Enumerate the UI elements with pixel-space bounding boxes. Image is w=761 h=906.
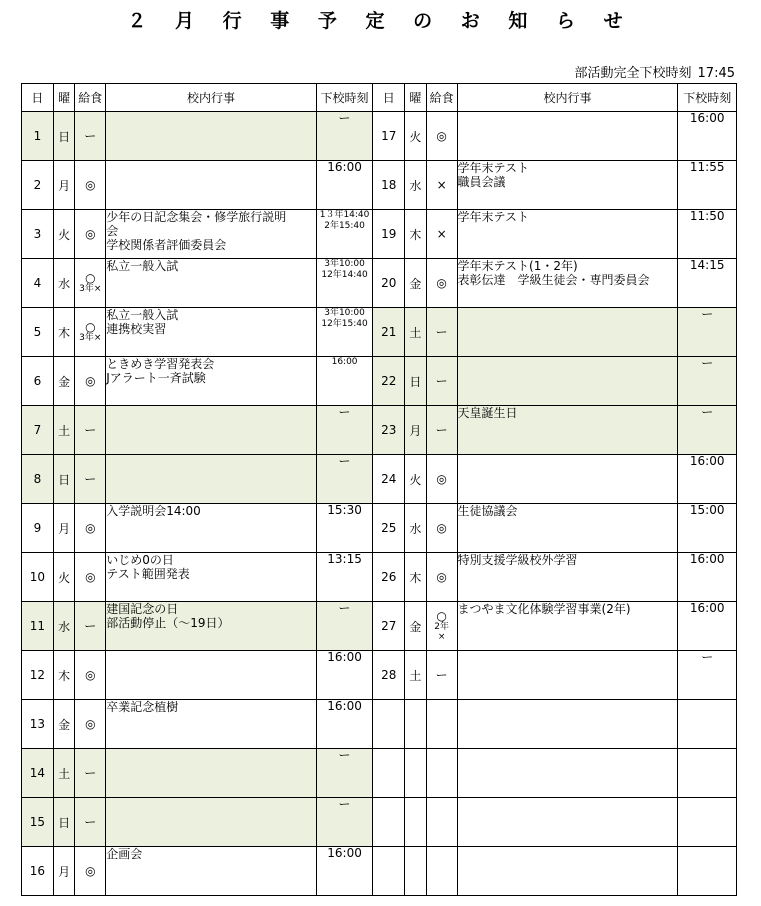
day-number: 1 <box>22 112 54 161</box>
header-lunch: 給食 <box>75 84 106 112</box>
weekday: 木 <box>405 553 427 602</box>
dismissal-cell <box>316 749 373 798</box>
lunch-note: 3年× <box>79 284 102 294</box>
day-number: 18 <box>373 161 405 210</box>
lunch-status <box>75 357 106 406</box>
dismissal-time-text: 16:00 <box>689 454 725 468</box>
events-cell <box>457 161 678 210</box>
weekday: 木 <box>405 210 427 259</box>
events-cell <box>106 259 317 308</box>
lunch-mark: ◎ <box>85 227 96 241</box>
event-text: 私立一般入試 <box>106 308 179 322</box>
dismissal-time-text: ー <box>338 454 351 468</box>
lunch-status <box>426 259 457 308</box>
dismissal-time-text: ー <box>338 797 351 811</box>
events-cell <box>106 504 317 553</box>
dismissal-cell <box>678 455 737 504</box>
lunch-mark: ○ <box>85 271 96 285</box>
weekday: 日 <box>405 357 427 406</box>
lunch-mark: ◎ <box>436 276 447 290</box>
lunch-mark: ◎ <box>85 178 96 192</box>
weekday: 火 <box>405 112 427 161</box>
calendar-row <box>22 749 737 798</box>
weekday: 日 <box>53 112 75 161</box>
lunch-mark: ー <box>84 472 97 486</box>
lunch-status <box>426 308 457 357</box>
weekday: 水 <box>405 161 427 210</box>
weekday: 日 <box>53 798 75 847</box>
dismissal-time: 17:45 <box>697 66 735 81</box>
event-text: まつやま文化体験学習事業(2年) <box>457 602 631 616</box>
empty-cell <box>405 847 427 896</box>
events-cell <box>457 357 678 406</box>
weekday: 月 <box>405 406 427 455</box>
dismissal-cell <box>678 406 737 455</box>
dismissal-cell <box>316 308 373 357</box>
day-number: 19 <box>373 210 405 259</box>
dismissal-cell <box>678 259 737 308</box>
lunch-mark: ー <box>435 374 448 388</box>
event-text: 少年の日記念集会・修学旅行説明 <box>106 210 287 224</box>
empty-cell <box>457 798 678 847</box>
events-cell <box>457 406 678 455</box>
empty-cell <box>678 749 737 798</box>
lunch-mark: ◎ <box>85 521 96 535</box>
header-events: 校内行事 <box>106 84 317 112</box>
event-text: 表彰伝達 学級生徒会・専門委員会 <box>457 273 650 287</box>
weekday: 木 <box>53 651 75 700</box>
dismissal-cell <box>316 357 373 406</box>
weekday: 水 <box>405 504 427 553</box>
day-number: 23 <box>373 406 405 455</box>
weekday: 月 <box>53 161 75 210</box>
events-cell <box>106 651 317 700</box>
events-cell <box>106 602 317 651</box>
lunch-mark: ◎ <box>85 374 96 388</box>
calendar-row <box>22 700 737 749</box>
dismissal-time-text: ー <box>338 111 351 125</box>
dismissal-time-text: 16:00 <box>331 357 358 367</box>
lunch-status <box>75 553 106 602</box>
event-text: 会 <box>106 224 119 238</box>
events-cell <box>106 455 317 504</box>
header-row <box>22 84 737 112</box>
day-number: 21 <box>373 308 405 357</box>
weekday: 日 <box>53 455 75 504</box>
lunch-mark: ー <box>435 325 448 339</box>
weekday: 火 <box>53 553 75 602</box>
lunch-mark: ◎ <box>85 864 96 878</box>
events-cell <box>457 504 678 553</box>
day-number: 6 <box>22 357 54 406</box>
dismissal-time-text: 11:50 <box>689 209 725 223</box>
dismissal-time-text: ー <box>701 307 714 321</box>
day-number: 28 <box>373 651 405 700</box>
calendar-row <box>22 161 737 210</box>
dismissal-cell <box>678 602 737 651</box>
event-text: 天皇誕生日 <box>457 406 518 420</box>
lunch-mark: ◎ <box>436 472 447 486</box>
event-text: 職員会議 <box>457 175 506 189</box>
empty-cell <box>678 847 737 896</box>
dismissal-time-text: 16:00 <box>327 699 362 713</box>
dismissal-time-text: 13:15 <box>327 552 362 566</box>
dismissal-cell <box>678 357 737 406</box>
weekday: 水 <box>53 602 75 651</box>
dismissal-cell <box>316 406 373 455</box>
lunch-mark: ー <box>84 129 97 143</box>
events-cell <box>106 798 317 847</box>
dismissal-cell <box>678 553 737 602</box>
day-number: 7 <box>22 406 54 455</box>
calendar-row <box>22 847 737 896</box>
day-number: 13 <box>22 700 54 749</box>
calendar-row <box>22 651 737 700</box>
dismissal-cell <box>316 651 373 700</box>
dismissal-cell <box>316 112 373 161</box>
lunch-note: 3年× <box>79 333 102 343</box>
empty-cell <box>373 847 405 896</box>
dismissal-time-text: ー <box>701 356 714 370</box>
lunch-status <box>426 651 457 700</box>
dismissal-cell <box>316 259 373 308</box>
weekday: 金 <box>405 259 427 308</box>
calendar-row <box>22 798 737 847</box>
dismissal-time-text: 2年15:40 <box>324 221 365 231</box>
event-text: 生徒協議会 <box>457 504 518 518</box>
dismissal-cell <box>316 700 373 749</box>
weekday: 金 <box>405 602 427 651</box>
dismissal-time-text: 3年10:00 <box>324 308 365 318</box>
event-text: 学校関係者評価委員会 <box>106 238 227 252</box>
lunch-status <box>75 455 106 504</box>
empty-cell <box>426 847 457 896</box>
weekday: 月 <box>53 504 75 553</box>
dismissal-time-text: ー <box>338 748 351 762</box>
club-dismissal-time <box>569 62 735 81</box>
dismissal-time-text: 12年14:40 <box>321 270 368 280</box>
event-text: Jアラート一斉試験 <box>106 371 206 385</box>
dismissal-time-text: 16:00 <box>689 601 725 615</box>
lunch-mark: ◎ <box>85 570 96 584</box>
events-cell <box>457 308 678 357</box>
weekday: 金 <box>53 357 75 406</box>
events-cell <box>457 259 678 308</box>
day-number: 12 <box>22 651 54 700</box>
empty-cell <box>405 749 427 798</box>
lunch-status <box>75 406 106 455</box>
lunch-status <box>75 161 106 210</box>
events-cell <box>106 406 317 455</box>
dismissal-cell <box>678 651 737 700</box>
dismissal-time-text: 16:00 <box>689 552 725 566</box>
lunch-mark: ◎ <box>85 717 96 731</box>
weekday: 土 <box>405 651 427 700</box>
dismissal-time-text: 3年10:00 <box>324 259 365 269</box>
day-number: 15 <box>22 798 54 847</box>
dismissal-label: 部活動完全下校時刻 <box>574 66 692 81</box>
lunch-status <box>75 602 106 651</box>
event-text: 企画会 <box>106 847 143 861</box>
lunch-status <box>75 112 106 161</box>
lunch-mark: ◎ <box>436 521 447 535</box>
event-text: 特別支援学級校外学習 <box>457 553 578 567</box>
dismissal-cell <box>316 847 373 896</box>
empty-cell <box>426 700 457 749</box>
header-lunch: 給食 <box>426 84 457 112</box>
dismissal-cell <box>678 308 737 357</box>
dismissal-time-text: 16:00 <box>327 846 362 860</box>
empty-cell <box>457 847 678 896</box>
event-text: 卒業記念植樹 <box>106 700 179 714</box>
lunch-mark: ◎ <box>85 668 96 682</box>
empty-cell <box>678 700 737 749</box>
lunch-mark: × <box>436 227 447 241</box>
event-text: 学年末テスト <box>457 210 530 224</box>
dismissal-time-text: 15:00 <box>689 503 725 517</box>
day-number: 3 <box>22 210 54 259</box>
events-cell <box>106 161 317 210</box>
event-text: 部活動停止（～19日） <box>106 616 230 630</box>
empty-cell <box>405 798 427 847</box>
event-text: 学年末テスト <box>457 161 530 175</box>
page-title: ２ 月 行 事 予 定 の お 知 ら せ <box>127 10 634 32</box>
lunch-mark: ○ <box>85 320 96 334</box>
events-cell <box>457 651 678 700</box>
dismissal-cell <box>316 210 373 259</box>
weekday: 金 <box>53 700 75 749</box>
day-number: 9 <box>22 504 54 553</box>
weekday: 月 <box>53 847 75 896</box>
dismissal-cell <box>316 455 373 504</box>
lunch-status <box>75 847 106 896</box>
empty-cell <box>457 700 678 749</box>
lunch-mark: ー <box>435 668 448 682</box>
dismissal-time-text: 15:30 <box>327 503 362 517</box>
empty-cell <box>405 700 427 749</box>
calendar-row <box>22 210 737 259</box>
dismissal-cell <box>316 161 373 210</box>
lunch-status <box>426 504 457 553</box>
dismissal-cell <box>678 210 737 259</box>
events-cell <box>457 112 678 161</box>
event-text: 連携校実習 <box>106 322 167 336</box>
day-number: 25 <box>373 504 405 553</box>
dismissal-time-text: 16:00 <box>327 160 362 174</box>
calendar-row <box>22 406 737 455</box>
day-number: 8 <box>22 455 54 504</box>
lunch-mark: ー <box>84 815 97 829</box>
events-cell <box>106 210 317 259</box>
header-weekday: 曜 <box>405 84 427 112</box>
header-events: 校内行事 <box>457 84 678 112</box>
empty-cell <box>426 798 457 847</box>
weekday: 火 <box>53 210 75 259</box>
lunch-note: × <box>437 632 446 642</box>
lunch-status <box>75 210 106 259</box>
empty-cell <box>373 749 405 798</box>
empty-cell <box>373 700 405 749</box>
lunch-mark: ○ <box>436 609 447 623</box>
calendar-row <box>22 455 737 504</box>
dismissal-time-text: ー <box>701 405 714 419</box>
header-dismissal: 下校時刻 <box>316 84 373 112</box>
events-cell <box>106 553 317 602</box>
events-cell <box>106 749 317 798</box>
weekday: 木 <box>53 308 75 357</box>
dismissal-time-text: ー <box>701 650 714 664</box>
lunch-note: 2年 <box>434 622 449 632</box>
dismissal-time-text: 1３年14:40 <box>319 210 370 220</box>
schedule-table <box>21 83 737 896</box>
weekday: 土 <box>405 308 427 357</box>
empty-cell <box>426 749 457 798</box>
weekday: 火 <box>405 455 427 504</box>
lunch-status <box>426 455 457 504</box>
dismissal-cell <box>316 798 373 847</box>
dismissal-cell <box>678 161 737 210</box>
day-number: 26 <box>373 553 405 602</box>
day-number: 2 <box>22 161 54 210</box>
dismissal-cell <box>678 504 737 553</box>
empty-cell <box>678 798 737 847</box>
event-text: 学年末テスト(1・2年) <box>457 259 578 273</box>
day-number: 17 <box>373 112 405 161</box>
event-text: 建国記念の日 <box>106 602 179 616</box>
events-cell <box>106 357 317 406</box>
events-cell <box>106 847 317 896</box>
calendar-row <box>22 259 737 308</box>
lunch-mark: ◎ <box>436 129 447 143</box>
event-text: テスト範囲発表 <box>106 567 190 581</box>
dismissal-cell <box>678 112 737 161</box>
day-number: 14 <box>22 749 54 798</box>
lunch-status <box>75 651 106 700</box>
empty-cell <box>373 798 405 847</box>
event-text: いじめ0の日 <box>106 553 174 567</box>
calendar-row <box>22 602 737 651</box>
lunch-mark: ー <box>84 766 97 780</box>
day-number: 10 <box>22 553 54 602</box>
lunch-mark: ー <box>84 619 97 633</box>
calendar-row <box>22 504 737 553</box>
dismissal-time-text: 11:55 <box>689 160 725 174</box>
lunch-status <box>426 210 457 259</box>
weekday: 水 <box>53 259 75 308</box>
lunch-status <box>426 553 457 602</box>
day-number: 24 <box>373 455 405 504</box>
events-cell <box>106 308 317 357</box>
day-number: 20 <box>373 259 405 308</box>
events-cell <box>457 455 678 504</box>
event-text: 私立一般入試 <box>106 259 179 273</box>
dismissal-cell <box>316 504 373 553</box>
lunch-mark: ー <box>435 423 448 437</box>
events-cell <box>457 553 678 602</box>
day-number: 16 <box>22 847 54 896</box>
header-day: 日 <box>373 84 405 112</box>
calendar-row <box>22 308 737 357</box>
event-text: 入学説明会14:00 <box>106 504 201 518</box>
lunch-status <box>75 504 106 553</box>
dismissal-time-text: ー <box>338 405 351 419</box>
lunch-mark: ◎ <box>436 570 447 584</box>
weekday: 土 <box>53 749 75 798</box>
lunch-status <box>75 700 106 749</box>
header-dismissal: 下校時刻 <box>678 84 737 112</box>
lunch-status <box>426 357 457 406</box>
dismissal-cell <box>316 602 373 651</box>
calendar-row <box>22 112 737 161</box>
lunch-status <box>75 798 106 847</box>
dismissal-time-text: ー <box>338 601 351 615</box>
events-cell <box>457 602 678 651</box>
dismissal-cell <box>316 553 373 602</box>
dismissal-time-text: 16:00 <box>327 650 362 664</box>
lunch-status <box>426 112 457 161</box>
day-number: 5 <box>22 308 54 357</box>
dismissal-time-text: 12年15:40 <box>321 319 368 329</box>
lunch-status <box>426 161 457 210</box>
lunch-status <box>75 749 106 798</box>
event-text: ときめき学習発表会 <box>106 357 215 371</box>
events-cell <box>457 210 678 259</box>
events-cell <box>106 112 317 161</box>
lunch-mark: ー <box>84 423 97 437</box>
lunch-status <box>75 259 106 308</box>
day-number: 27 <box>373 602 405 651</box>
weekday: 土 <box>53 406 75 455</box>
events-cell <box>106 700 317 749</box>
lunch-status <box>426 406 457 455</box>
empty-cell <box>457 749 678 798</box>
header-weekday: 曜 <box>53 84 75 112</box>
calendar-row <box>22 357 737 406</box>
dismissal-time-text: 16:00 <box>689 111 725 125</box>
day-number: 4 <box>22 259 54 308</box>
day-number: 22 <box>373 357 405 406</box>
dismissal-time-text: 14:15 <box>689 258 725 272</box>
header-day: 日 <box>22 84 54 112</box>
lunch-status <box>426 602 457 651</box>
lunch-mark: × <box>436 178 447 192</box>
lunch-status <box>75 308 106 357</box>
calendar-row <box>22 553 737 602</box>
day-number: 11 <box>22 602 54 651</box>
